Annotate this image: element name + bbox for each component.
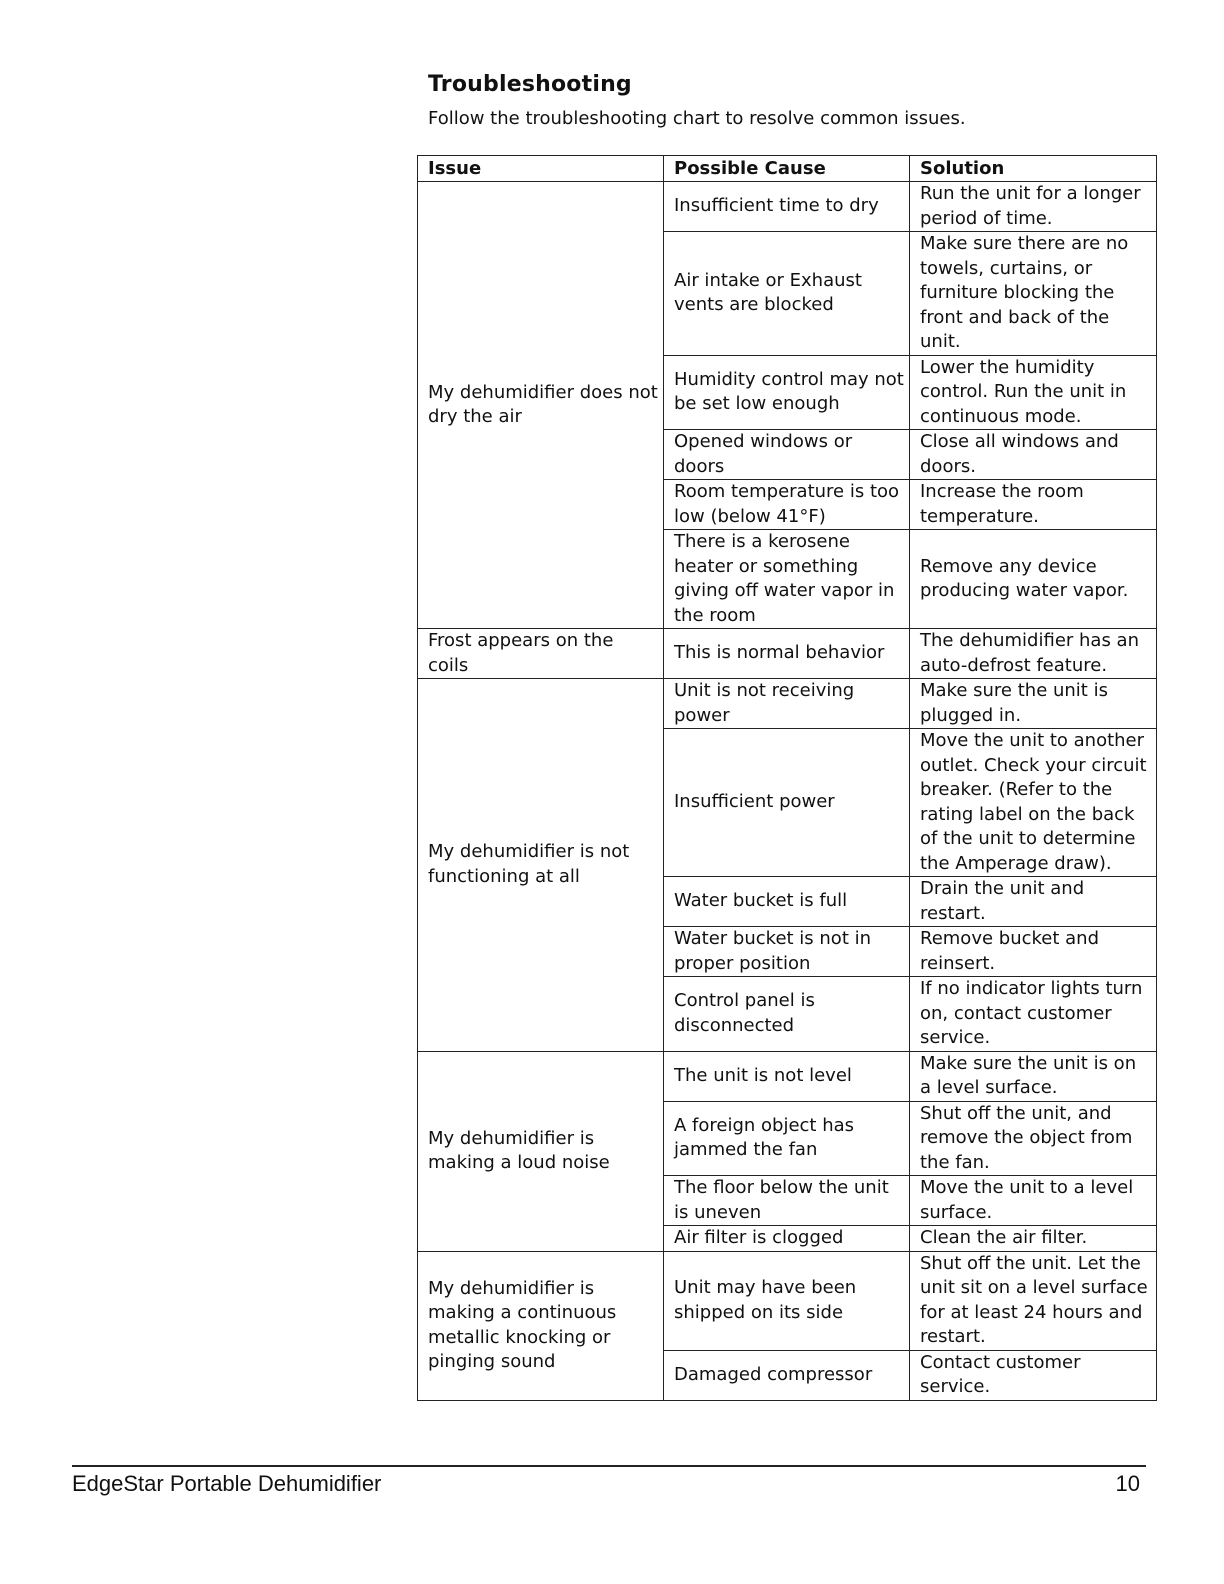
solution-cell: Move the unit to another outlet. Check your circuit breaker. (Refer to the rating label on the back of the unit to determine the Amperage draw). — [910, 729, 1157, 877]
solution-cell: Contact customer service. — [910, 1350, 1157, 1400]
cause-cell: The floor below the unit is uneven — [664, 1176, 910, 1226]
table-row — [418, 1251, 1157, 1350]
table-row — [418, 679, 1157, 729]
cause-cell: Air intake or Exhaust vents are blocked — [664, 232, 910, 356]
table-row — [418, 629, 1157, 679]
solution-cell: Make sure the unit is plugged in. — [910, 679, 1157, 729]
solution-cell: Run the unit for a longer period of time. — [910, 182, 1157, 232]
cause-cell: Water bucket is full — [664, 877, 910, 927]
issue-cell: Frost appears on the coils — [418, 629, 664, 679]
header-issue: Issue — [418, 156, 664, 182]
solution-cell: Move the unit to a level surface. — [910, 1176, 1157, 1226]
issue-cell: My dehumidifier is making a continuous metallic knocking or pinging sound — [418, 1251, 664, 1400]
solution-cell: Drain the unit and restart. — [910, 877, 1157, 927]
solution-cell: Increase the room temperature. — [910, 480, 1157, 530]
cause-cell: A foreign object has jammed the fan — [664, 1101, 910, 1176]
solution-cell: Shut off the unit. Let the unit sit on a level surface for at least 24 hours and restart. — [910, 1251, 1157, 1350]
solution-cell: Close all windows and doors. — [910, 430, 1157, 480]
solution-cell: Make sure there are no towels, curtains, or furniture blocking the front and back of the unit. — [910, 232, 1157, 356]
troubleshooting-table — [417, 155, 1157, 1401]
solution-cell: Lower the humidity control. Run the unit in continuous mode. — [910, 355, 1157, 430]
solution-cell: Make sure the unit is on a level surface. — [910, 1051, 1157, 1101]
table-header-row — [418, 156, 1157, 182]
issue-cell: My dehumidifier does not dry the air — [418, 182, 664, 629]
cause-cell: Insufficient power — [664, 729, 910, 877]
issue-cell: My dehumidifier is not functioning at all — [418, 679, 664, 1052]
cause-cell: Room temperature is too low (below 41°F) — [664, 480, 910, 530]
cause-cell: Insufficient time to dry — [664, 182, 910, 232]
cause-cell: Unit is not receiving power — [664, 679, 910, 729]
table-row — [418, 182, 1157, 232]
cause-cell: The unit is not level — [664, 1051, 910, 1101]
cause-cell: Unit may have been shipped on its side — [664, 1251, 910, 1350]
page-number: 10 — [1115, 1471, 1140, 1496]
cause-cell: There is a kerosene heater or something giving off water vapor in the room — [664, 530, 910, 629]
solution-cell: Clean the air filter. — [910, 1226, 1157, 1252]
solution-cell: Remove any device producing water vapor. — [910, 530, 1157, 629]
issue-cell: My dehumidifier is making a loud noise — [418, 1051, 664, 1251]
solution-cell: Remove bucket and reinsert. — [910, 927, 1157, 977]
cause-cell: Control panel is disconnected — [664, 977, 910, 1052]
cause-cell: Air filter is clogged — [664, 1226, 910, 1252]
header-solution: Solution — [910, 156, 1157, 182]
header-possible-cause: Possible Cause — [664, 156, 910, 182]
cause-cell: Opened windows or doors — [664, 430, 910, 480]
solution-cell: The dehumidifier has an auto-defrost feature. — [910, 629, 1157, 679]
footer-title: EdgeStar Portable Dehumidifier — [72, 1471, 382, 1496]
intro-text: Follow the troubleshooting chart to resolve common issues. — [428, 108, 966, 129]
cause-cell: Damaged compressor — [664, 1350, 910, 1400]
table-body — [418, 182, 1157, 1401]
section-heading: Troubleshooting — [428, 72, 632, 97]
table-row — [418, 1051, 1157, 1101]
cause-cell: This is normal behavior — [664, 629, 910, 679]
solution-cell: Shut off the unit, and remove the object from the fan. — [910, 1101, 1157, 1176]
cause-cell: Humidity control may not be set low enough — [664, 355, 910, 430]
cause-cell: Water bucket is not in proper position — [664, 927, 910, 977]
footer-rule — [72, 1465, 1146, 1467]
solution-cell: If no indicator lights turn on, contact customer service. — [910, 977, 1157, 1052]
